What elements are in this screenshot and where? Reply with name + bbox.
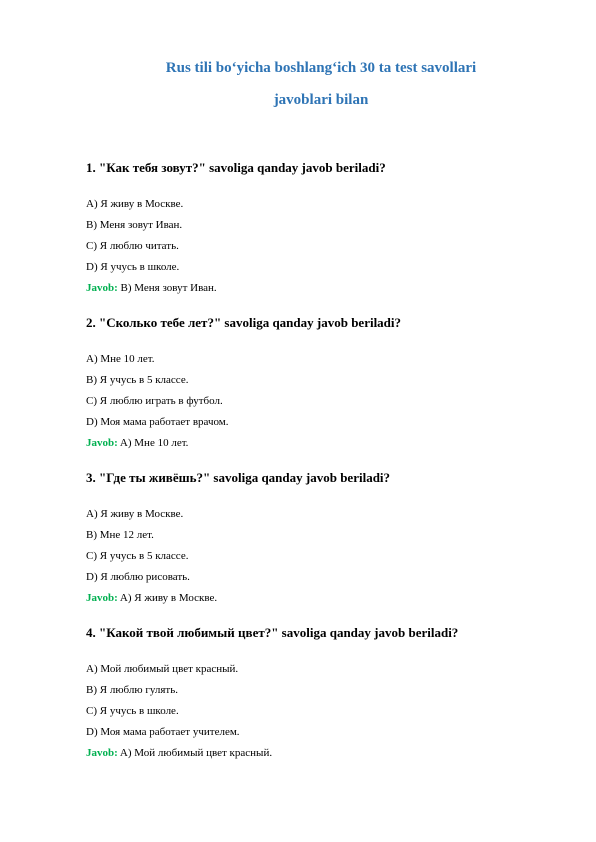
answer-option-a: A) Мне 10 лет. (86, 353, 155, 365)
answer-option-b: B) Меня зовут Иван. (86, 219, 183, 231)
answer-option-b: B) Я учусь в 5 классе. (86, 374, 189, 386)
answer-option-c: C) Я учусь в школе. (86, 705, 179, 717)
answer-option-b: B) Я люблю гулять. (86, 684, 178, 696)
answer-option-d: D) Моя мама работает учителем. (86, 726, 240, 738)
answer-text: A) Мой любимый цвет красный. (117, 747, 273, 759)
answer-option-a: A) Я живу в Москве. (86, 198, 184, 210)
answer-label: Javob: (86, 437, 118, 449)
answer-option-a: A) Мой любимый цвет красный. (86, 663, 239, 675)
answer-label: Javob: (86, 747, 118, 759)
correct-answer (86, 591, 217, 605)
question-heading: 2. "Сколько тебе лет?" savoliga qanday javob beriladi? (86, 315, 402, 330)
answer-option-c: C) Я люблю играть в футбол. (86, 395, 223, 407)
document-title-line-2: javoblari bilan (273, 92, 369, 108)
document-title-line-1: Rus tili bo‘yicha boshlang‘ich 30 ta test savollari (165, 60, 477, 76)
correct-answer (86, 746, 272, 760)
answer-text: A) Я живу в Москве. (117, 592, 218, 604)
answer-option-d: D) Моя мама работает врачом. (86, 416, 229, 428)
correct-answer (86, 436, 188, 450)
answer-option-d: D) Я учусь в школе. (86, 261, 180, 273)
answer-label: Javob: (86, 282, 118, 294)
answer-option-c: C) Я учусь в 5 классе. (86, 550, 189, 562)
question-heading: 3. "Где ты живёшь?" savoliga qanday javob beriladi? (86, 470, 391, 485)
answer-text: B) Меня зовут Иван. (117, 282, 217, 294)
answer-option-c: C) Я люблю читать. (86, 240, 179, 252)
answer-option-d: D) Я люблю рисовать. (86, 571, 190, 583)
question-heading: 4. "Какой твой любимый цвет?" savoliga qanday javob beriladi? (86, 625, 459, 640)
answer-text: A) Мне 10 лет. (117, 437, 189, 449)
answer-option-a: A) Я живу в Москве. (86, 508, 184, 520)
question-heading: 1. "Как тебя зовут?" savoliga qanday javob beriladi? (86, 160, 386, 175)
correct-answer (86, 281, 217, 295)
answer-option-b: B) Мне 12 лет. (86, 529, 154, 541)
answer-label: Javob: (86, 592, 118, 604)
